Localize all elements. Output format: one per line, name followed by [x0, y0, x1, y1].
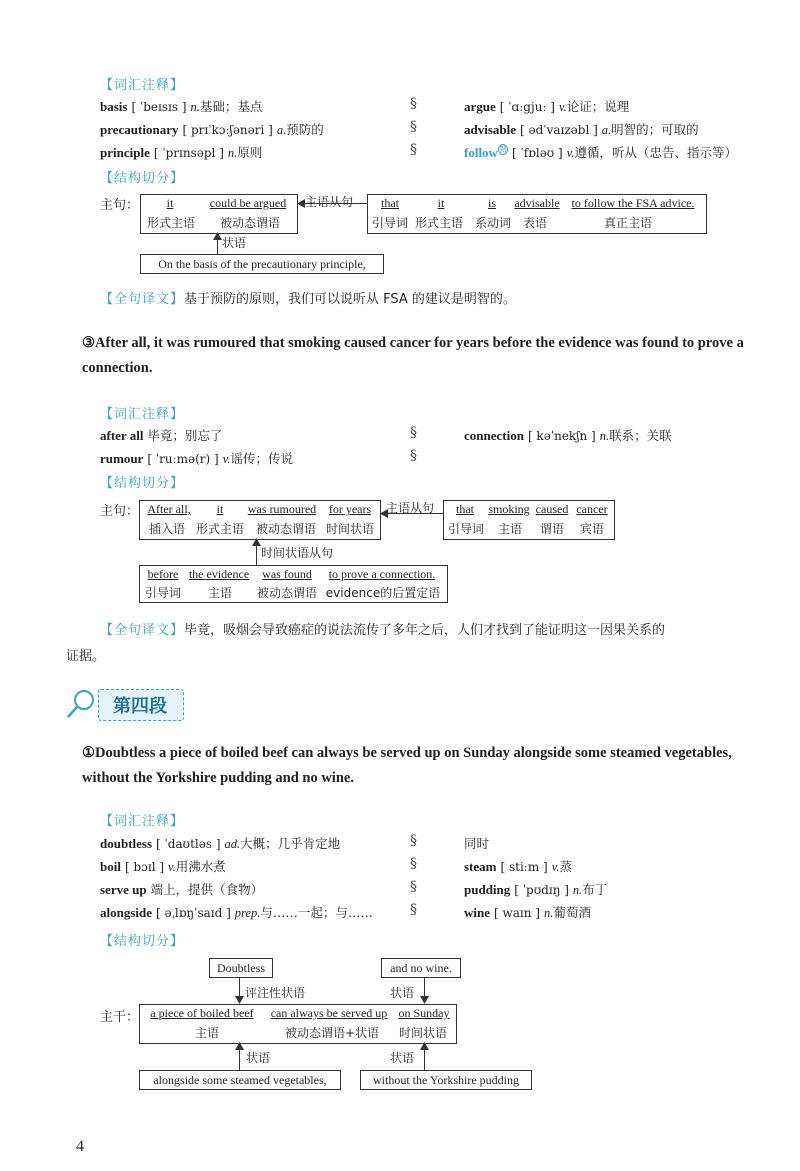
role-label: 被动态谓语+状语 — [284, 1026, 380, 1040]
main-clause-label: 主句： — [100, 504, 140, 519]
role-label: evidence的后置定语 — [325, 586, 441, 600]
segment: After all, — [147, 502, 191, 516]
adverbial-label: 状语 — [390, 986, 415, 1000]
adverbial-box: On the basis of the precautionary principle, — [140, 254, 384, 274]
role-label: 插入语 — [148, 522, 185, 536]
adverbial-box: and no wine. — [381, 958, 461, 978]
vocab-entry: alongside [ əˌlɒŋˈsaɪd ] prep.与……一起；与…… — [100, 905, 373, 920]
segment: for years — [328, 502, 372, 516]
vocab-tag: 【词汇注释】 — [100, 407, 185, 422]
segment: advisable — [514, 196, 560, 210]
structure-tag: 【结构切分】 — [100, 476, 185, 491]
segment: to prove a connection. — [328, 567, 436, 581]
adverbial-label: 时间状语从句 — [261, 546, 334, 560]
role-label: 引导词 — [447, 522, 484, 536]
vocab-entry: basis [ ˈbeɪsɪs ] n.基础；基点 — [100, 99, 263, 114]
vocab-entry: serve up 端上，提供（食物） — [100, 882, 264, 897]
vocab-entry: follow$^熟$ [ ˈfɒləʊ ] v.遵循，听从（忠告、指示等） — [464, 144, 737, 160]
divider-squiggle: § — [410, 425, 417, 441]
vocab-entry: advisable [ ədˈvaɪzəbl ] a.明智的；可取的 — [464, 122, 699, 137]
segment: it — [437, 196, 445, 210]
divider-squiggle: § — [410, 902, 417, 918]
sentence-1: ①Doubtless a piece of boiled beef can always be served up on Sunday alongside some steamed vegetables, without the Yorkshire pudding and no wine. — [82, 745, 732, 786]
vocab-entry: steam [ stiːm ] v.蒸 — [464, 859, 572, 874]
structure-tag: 【结构切分】 — [100, 171, 185, 186]
arrow-line — [256, 543, 257, 565]
role-label: 被动态谓语 — [255, 522, 316, 536]
translation-text: 毕竟，吸烟会导致癌症的说法流传了多年之后，人们才找到了能证明这一因果关系的 — [184, 623, 666, 638]
vocab-entry: rumour [ ˈruːmə(r) ] v.谣传；传说 — [100, 451, 293, 466]
segment: the evidence — [188, 567, 250, 581]
segment: on Sunday — [398, 1006, 450, 1020]
vocab-entry: doubtless [ ˈdaʊtləs ] ad.大概；几乎肯定地 — [100, 836, 341, 851]
sentence-3: ③After all, it was rumoured that smoking caused cancer for years before the evidence was found to prove a connection. — [82, 335, 744, 376]
translation-tag: 【全句译文】 — [100, 623, 185, 638]
arrow-head — [297, 199, 305, 208]
main-clause-label: 主句： — [100, 198, 140, 213]
divider-squiggle: § — [410, 833, 417, 849]
vocab-entry: boil [ bɔɪl ] v.用沸水煮 — [100, 859, 226, 874]
segment: it — [216, 502, 224, 516]
section-title: 第四段 — [113, 696, 167, 717]
arrow-head — [213, 232, 222, 240]
role-label: 形式主语 — [195, 522, 244, 536]
page-number: 4 — [76, 1138, 84, 1155]
adverbial-box: without the Yorkshire pudding — [360, 1070, 532, 1090]
translation-line — [100, 288, 516, 307]
segment: was found — [262, 567, 312, 581]
clause-label: 主语从句 — [386, 501, 435, 515]
divider-squiggle: § — [410, 879, 417, 895]
arrow-head — [420, 996, 429, 1004]
segment: to follow the FSA advice. — [571, 196, 695, 210]
segment: cancer — [576, 502, 608, 516]
trunk-label: 主干： — [100, 1010, 140, 1025]
vocab-entry: after all 毕竟；别忘了 — [100, 428, 223, 443]
clause-label: 主语从句 — [305, 195, 354, 209]
vocab-entry: wine [ waɪn ] n.葡萄酒 — [464, 905, 591, 920]
vocab-entry-cont: 同时 — [464, 836, 490, 851]
familiar-word-badge: 熟 — [498, 144, 507, 154]
segment: can always be served up — [270, 1006, 388, 1020]
arrow-head — [235, 1042, 244, 1050]
arrow-head — [420, 1042, 429, 1050]
role-label: 谓语 — [539, 522, 564, 536]
divider-squiggle: § — [410, 142, 417, 158]
role-label: 形式主语 — [414, 216, 463, 230]
role-label: 系动词 — [474, 216, 511, 230]
arrow-line — [239, 1047, 240, 1070]
arrow-line — [424, 1047, 425, 1070]
segment: smoking — [488, 502, 530, 516]
role-label: 主语 — [207, 586, 232, 600]
vocab-entry: connection [ kəˈnekʃn ] n.联系；关联 — [464, 428, 672, 443]
role-label: 形式主语 — [146, 216, 195, 230]
role-label: 表语 — [522, 216, 547, 230]
translation-text-cont: 证据。 — [66, 649, 106, 664]
segment: could be argued — [209, 196, 287, 210]
role-label: 时间状语 — [325, 522, 374, 536]
segment: a piece of boiled beef — [150, 1006, 254, 1020]
adverbial-label: 状语 — [222, 236, 247, 250]
segment: caused — [535, 502, 569, 516]
translation-text: 基于预防的原则，我们可以说听从 FSA 的建议是明智的。 — [184, 292, 516, 307]
role-label: 主语 — [194, 1026, 219, 1040]
divider-squiggle: § — [410, 119, 417, 135]
role-label: 时间状语 — [398, 1026, 447, 1040]
vocab-entry: principle [ ˈprɪnsəpl ] n.原则 — [100, 145, 263, 160]
translation-tag: 【全句译文】 — [100, 292, 185, 307]
adverbial-label: 评注性状语 — [245, 986, 306, 1000]
divider-squiggle: § — [410, 448, 417, 464]
translation-line — [100, 619, 665, 638]
segment: is — [487, 196, 496, 210]
adverbial-label: 状语 — [390, 1051, 415, 1065]
role-label: 引导词 — [144, 586, 181, 600]
arrow-head — [235, 996, 244, 1004]
role-label: 被动态谓语 — [256, 586, 317, 600]
role-label: 主语 — [497, 522, 522, 536]
vocab-entry: precautionary [ prɪˈkɔːʃənəri ] a.预防的 — [100, 122, 324, 137]
segment: it — [166, 196, 174, 210]
vocab-entry: pudding [ ˈpʊdɪŋ ] n.布丁 — [464, 882, 608, 897]
role-label: 真正主语 — [603, 216, 652, 230]
comment-adverbial-box: Doubtless — [209, 958, 273, 978]
role-label: 宾语 — [579, 522, 604, 536]
role-label: 引导词 — [371, 216, 408, 230]
segment: was rumoured — [247, 502, 317, 516]
segment: before — [147, 567, 179, 581]
vocab-entry: argue [ ˈɑːgjuː ] v.论证；说理 — [464, 99, 630, 114]
divider-squiggle: § — [410, 96, 417, 112]
role-label: 被动态谓语 — [219, 216, 280, 230]
arrow-head — [252, 538, 261, 546]
adverbial-box: alongside some steamed vegetables, — [139, 1070, 341, 1090]
vocab-tag: 【词汇注释】 — [100, 814, 185, 829]
magnifier-icon — [66, 688, 98, 720]
vocab-tag: 【词汇注释】 — [100, 78, 185, 93]
segment: that — [456, 502, 474, 516]
adverbial-label: 状语 — [246, 1051, 271, 1065]
segment: that — [381, 196, 399, 210]
divider-squiggle: § — [410, 856, 417, 872]
structure-tag: 【结构切分】 — [100, 934, 185, 949]
